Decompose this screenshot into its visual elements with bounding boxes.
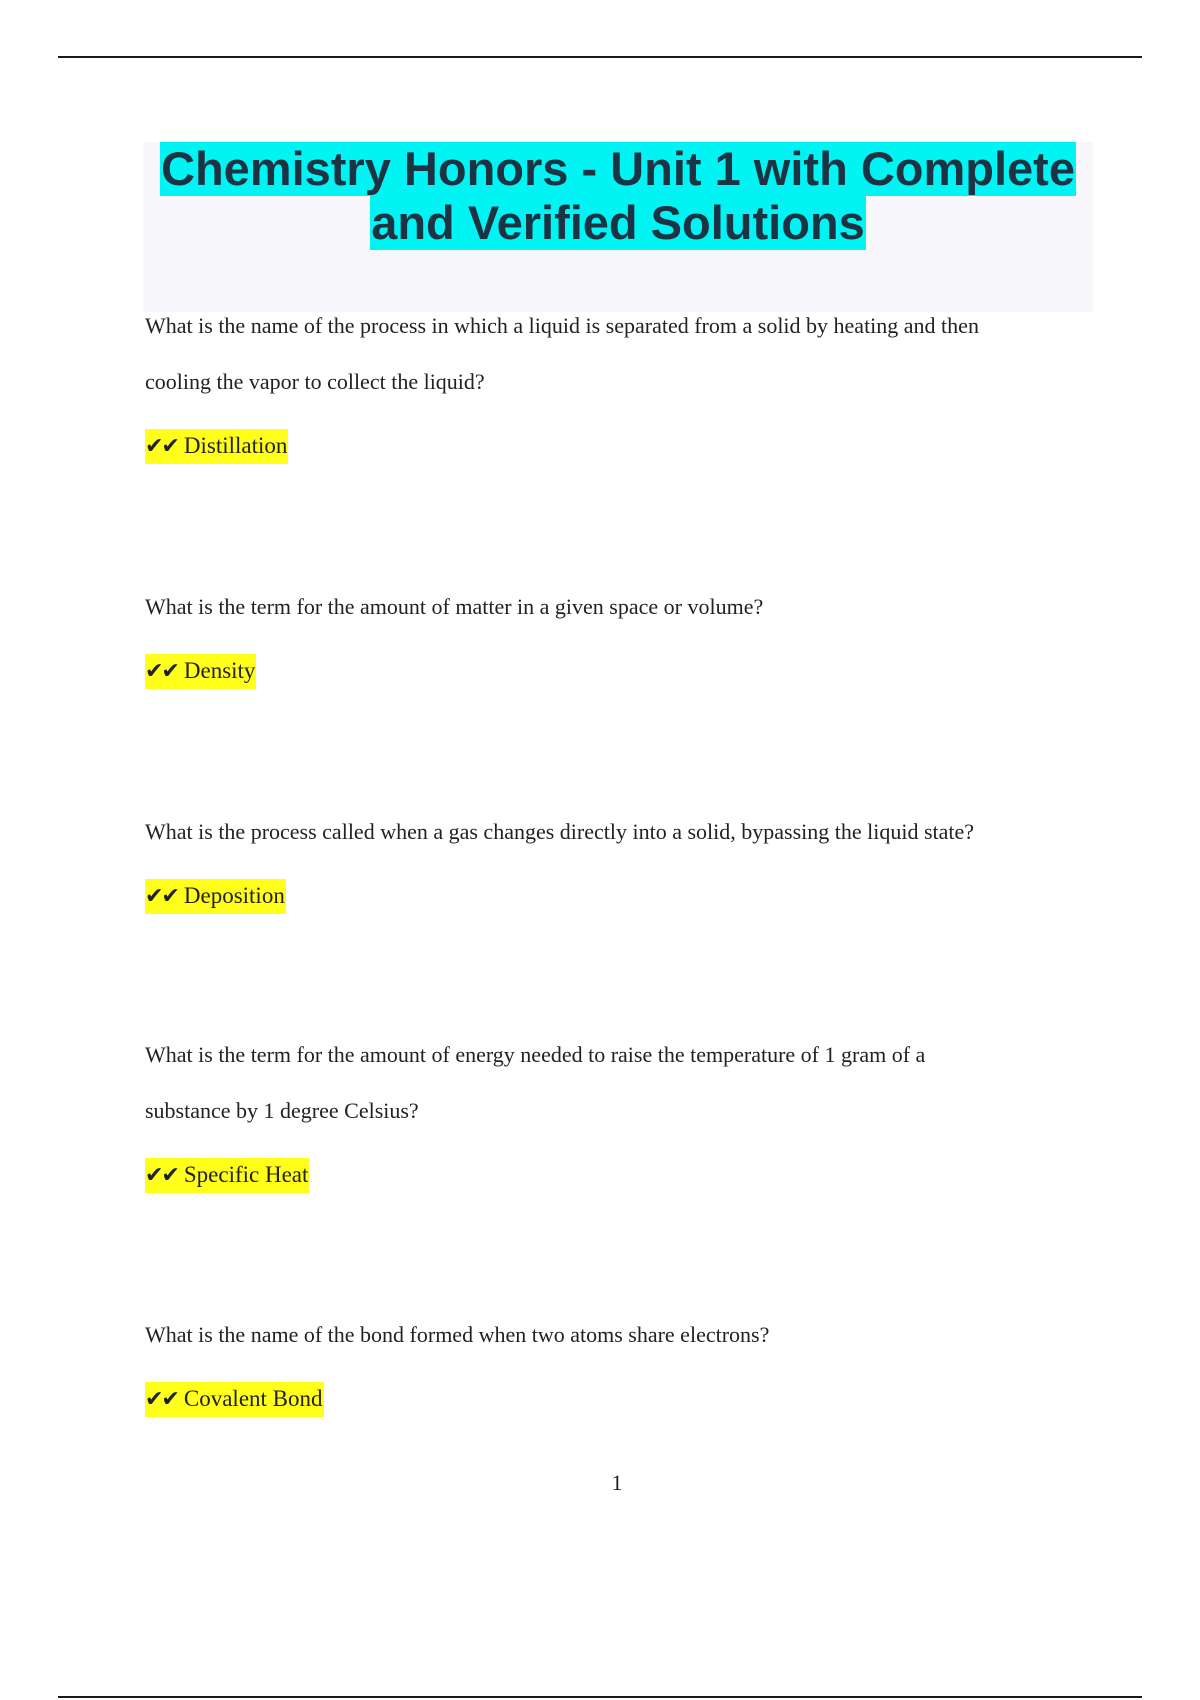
bottom-page-rule [58,1696,1142,1698]
answer-2 [145,654,256,689]
double-check-icon: ✔✔ [145,884,178,909]
question-4-line-2: substance by 1 degree Celsius? [145,1098,419,1123]
question-2-line-1: What is the term for the amount of matter in a given space or volume? [145,594,764,619]
answer-5 [145,1382,324,1417]
answer-4 [145,1158,309,1193]
answer-4-text: Specific Heat [183,1162,309,1187]
qa-item-1 [145,298,1085,464]
qa-item-3 [145,804,1085,914]
page-number: 1 [611,1470,623,1495]
question-1-line-1: What is the name of the process in which a liquid is separated from a solid by heating and then [145,313,979,338]
question-5-line-1: What is the name of the bond formed when two atoms share electrons? [145,1322,770,1347]
qa-item-2 [145,579,1085,689]
answer-3 [145,879,286,914]
double-check-icon: ✔✔ [145,1387,178,1412]
document-title [143,142,1093,312]
answer-3-text: Deposition [183,883,285,908]
question-1-line-2: cooling the vapor to collect the liquid? [145,369,485,394]
question-4-line-1: What is the term for the amount of energy needed to raise the temperature of 1 gram of a [145,1042,926,1067]
answer-1-text: Distillation [183,433,288,458]
top-page-rule [58,56,1142,58]
qa-item-5 [145,1307,1085,1417]
title-line-2: and Verified Solutions [371,196,865,249]
answer-1 [145,429,288,464]
qa-item-4 [145,1027,1085,1193]
title-line-1: Chemistry Honors - Unit 1 with Complete [161,142,1075,195]
double-check-icon: ✔✔ [145,434,178,459]
double-check-icon: ✔✔ [145,659,178,684]
question-3-line-1: What is the process called when a gas changes directly into a solid, bypassing the liquid state? [145,819,975,844]
answer-5-text: Covalent Bond [183,1386,323,1411]
answer-2-text: Density [183,658,256,683]
double-check-icon: ✔✔ [145,1163,178,1188]
